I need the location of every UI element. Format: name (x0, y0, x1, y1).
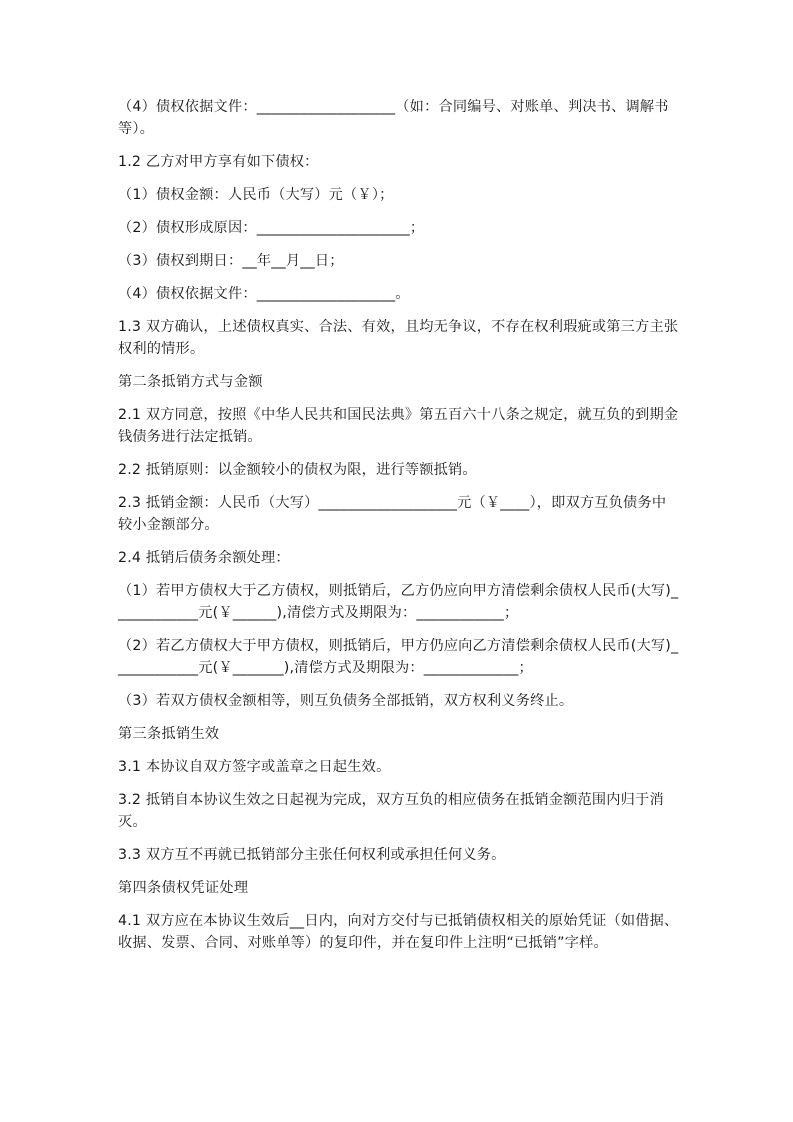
clause-2-4-item-3: （3）若双方债权金额相等，则互负债务全部抵销，双方权利义务终止。 (118, 693, 574, 709)
clause-1-2-item-4: （4）债权依据文件：___________________。 (118, 286, 410, 302)
clause-2-4: 2.4 抵销后债务余额处理： (118, 550, 290, 566)
clause-4-1: 4.1 双方应在本协议生效后__日内，向对方交付与已抵销债权相关的原始凭证（如借据、收据、发票、合同、对账单等）的复印件，并在复印件上注明“已抵销”字样。 (118, 913, 679, 951)
clause-2-1: 2.1 双方同意，按照《中华人民共和国民法典》第五百六十八条之规定，就互负的到期金钱债务进行法定抵销。 (118, 407, 679, 445)
clause-2-3: 2.3 抵销金额：人民币（大写）___________________元（￥____），即双方互负债务中较小金额部分。 (118, 495, 667, 533)
clause-1-2-item-3: （3）债权到期日：__年__月__日； (118, 253, 344, 269)
clause-1-2: 1.2 乙方对甲方享有如下债权： (118, 154, 319, 170)
clause-3-2: 3.2 抵销自本协议生效之日起视为完成，双方互负的相应债务在抵销金额范围内归于消灭。 (118, 792, 664, 830)
clause-2-4-item-2: （2）若乙方债权大于甲方债权，则抵销后，甲方仍应向乙方清偿剩余债权人民币(大写)____________元(￥_______),清偿方式及期限为：_____________； (118, 638, 679, 676)
clause-2-2: 2.2 抵销原则：以金额较小的债权为限，进行等额抵销。 (118, 462, 477, 478)
article-2-heading: 第二条抵销方式与金额 (118, 374, 263, 390)
clause-1-2-item-2: （2）债权形成原因：_____________________； (118, 220, 425, 236)
clause-2-4-item-1: （1）若甲方债权大于乙方债权，则抵销后，乙方仍应向甲方清偿剩余债权人民币(大写)____________元(￥______),清偿方式及期限为：____________； (118, 583, 679, 621)
article-3-heading: 第三条抵销生效 (118, 726, 220, 742)
clause-1-2-item-1: （1）债权金额：人民币（大写）元（￥）； (118, 187, 394, 203)
clause-3-3: 3.3 双方互不再就已抵销部分主张任何权利或承担任何义务。 (118, 847, 506, 863)
clause-1-1-item-4: （4）债权依据文件：___________________（如：合同编号、对账单、判决书、调解书等）。 (118, 99, 669, 137)
clause-1-3: 1.3 双方确认，上述债权真实、合法、有效，且均无争议，不存在权利瑕疵或第三方主张权利的情形。 (118, 319, 679, 357)
clause-3-1: 3.1 本协议自双方签字或盖章之日起生效。 (118, 759, 391, 775)
document-body (118, 96, 680, 965)
article-4-heading: 第四条债权凭证处理 (118, 880, 249, 896)
